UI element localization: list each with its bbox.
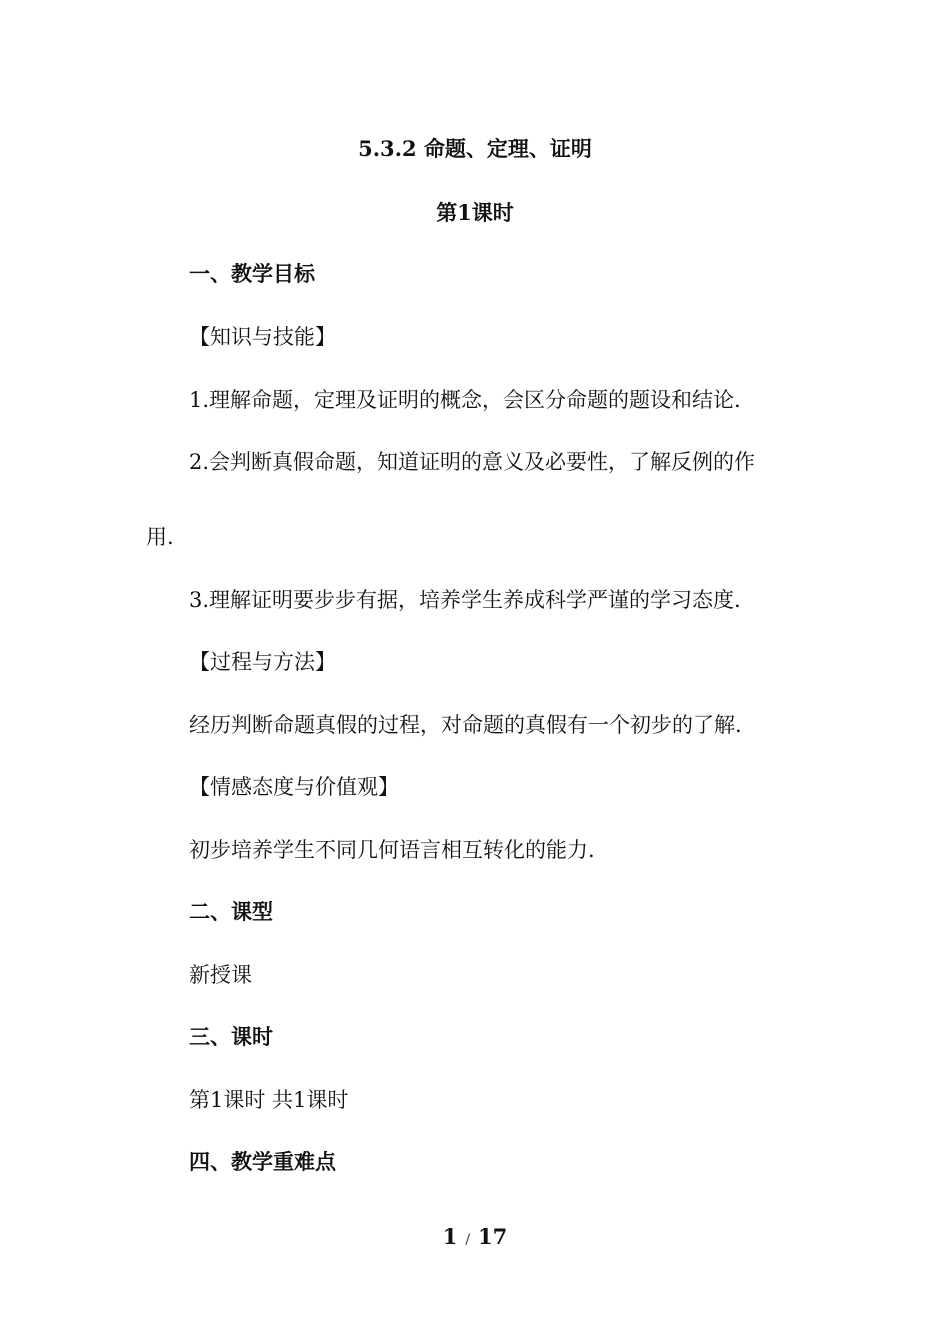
emotion-values-text: 初步培养学生不同几何语言相互转化的能力.	[189, 838, 595, 862]
document-subtitle: 第1课时	[436, 200, 514, 225]
current-page-number: 1	[442, 1224, 458, 1249]
objective-item-2-line-1: 2.会判断真假命题，知道证明的意义及必要性，了解反例的作	[189, 450, 756, 474]
page-number-footer	[0, 1222, 950, 1255]
process-method-text: 经历判断命题真假的过程，对命题的真假有一个初步的了解.	[189, 713, 742, 737]
document-title: 5.3.2 命题、定理、证明	[358, 136, 592, 161]
subheading-knowledge-skills: 【知识与技能】	[189, 325, 336, 349]
section-heading-lesson-type: 二、课型	[189, 899, 273, 924]
section-heading-objectives: 一、教学目标	[189, 261, 315, 286]
subheading-process-method: 【过程与方法】	[189, 650, 336, 674]
lesson-type-text: 新授课	[189, 963, 252, 987]
objective-item-2-line-2: 用.	[146, 525, 174, 549]
page-separator: /	[465, 1232, 471, 1248]
subheading-emotion-values: 【情感态度与价值观】	[189, 775, 399, 799]
section-heading-key-points: 四、教学重难点	[189, 1149, 336, 1174]
section-heading-periods: 三、课时	[189, 1024, 273, 1049]
periods-text: 第1课时 共1课时	[189, 1088, 349, 1112]
objective-item-3: 3.理解证明要步步有据，培养学生养成科学严谨的学习态度.	[189, 588, 741, 612]
objective-item-1: 1.理解命题，定理及证明的概念，会区分命题的题设和结论.	[189, 388, 741, 412]
total-page-count: 17	[478, 1224, 508, 1249]
